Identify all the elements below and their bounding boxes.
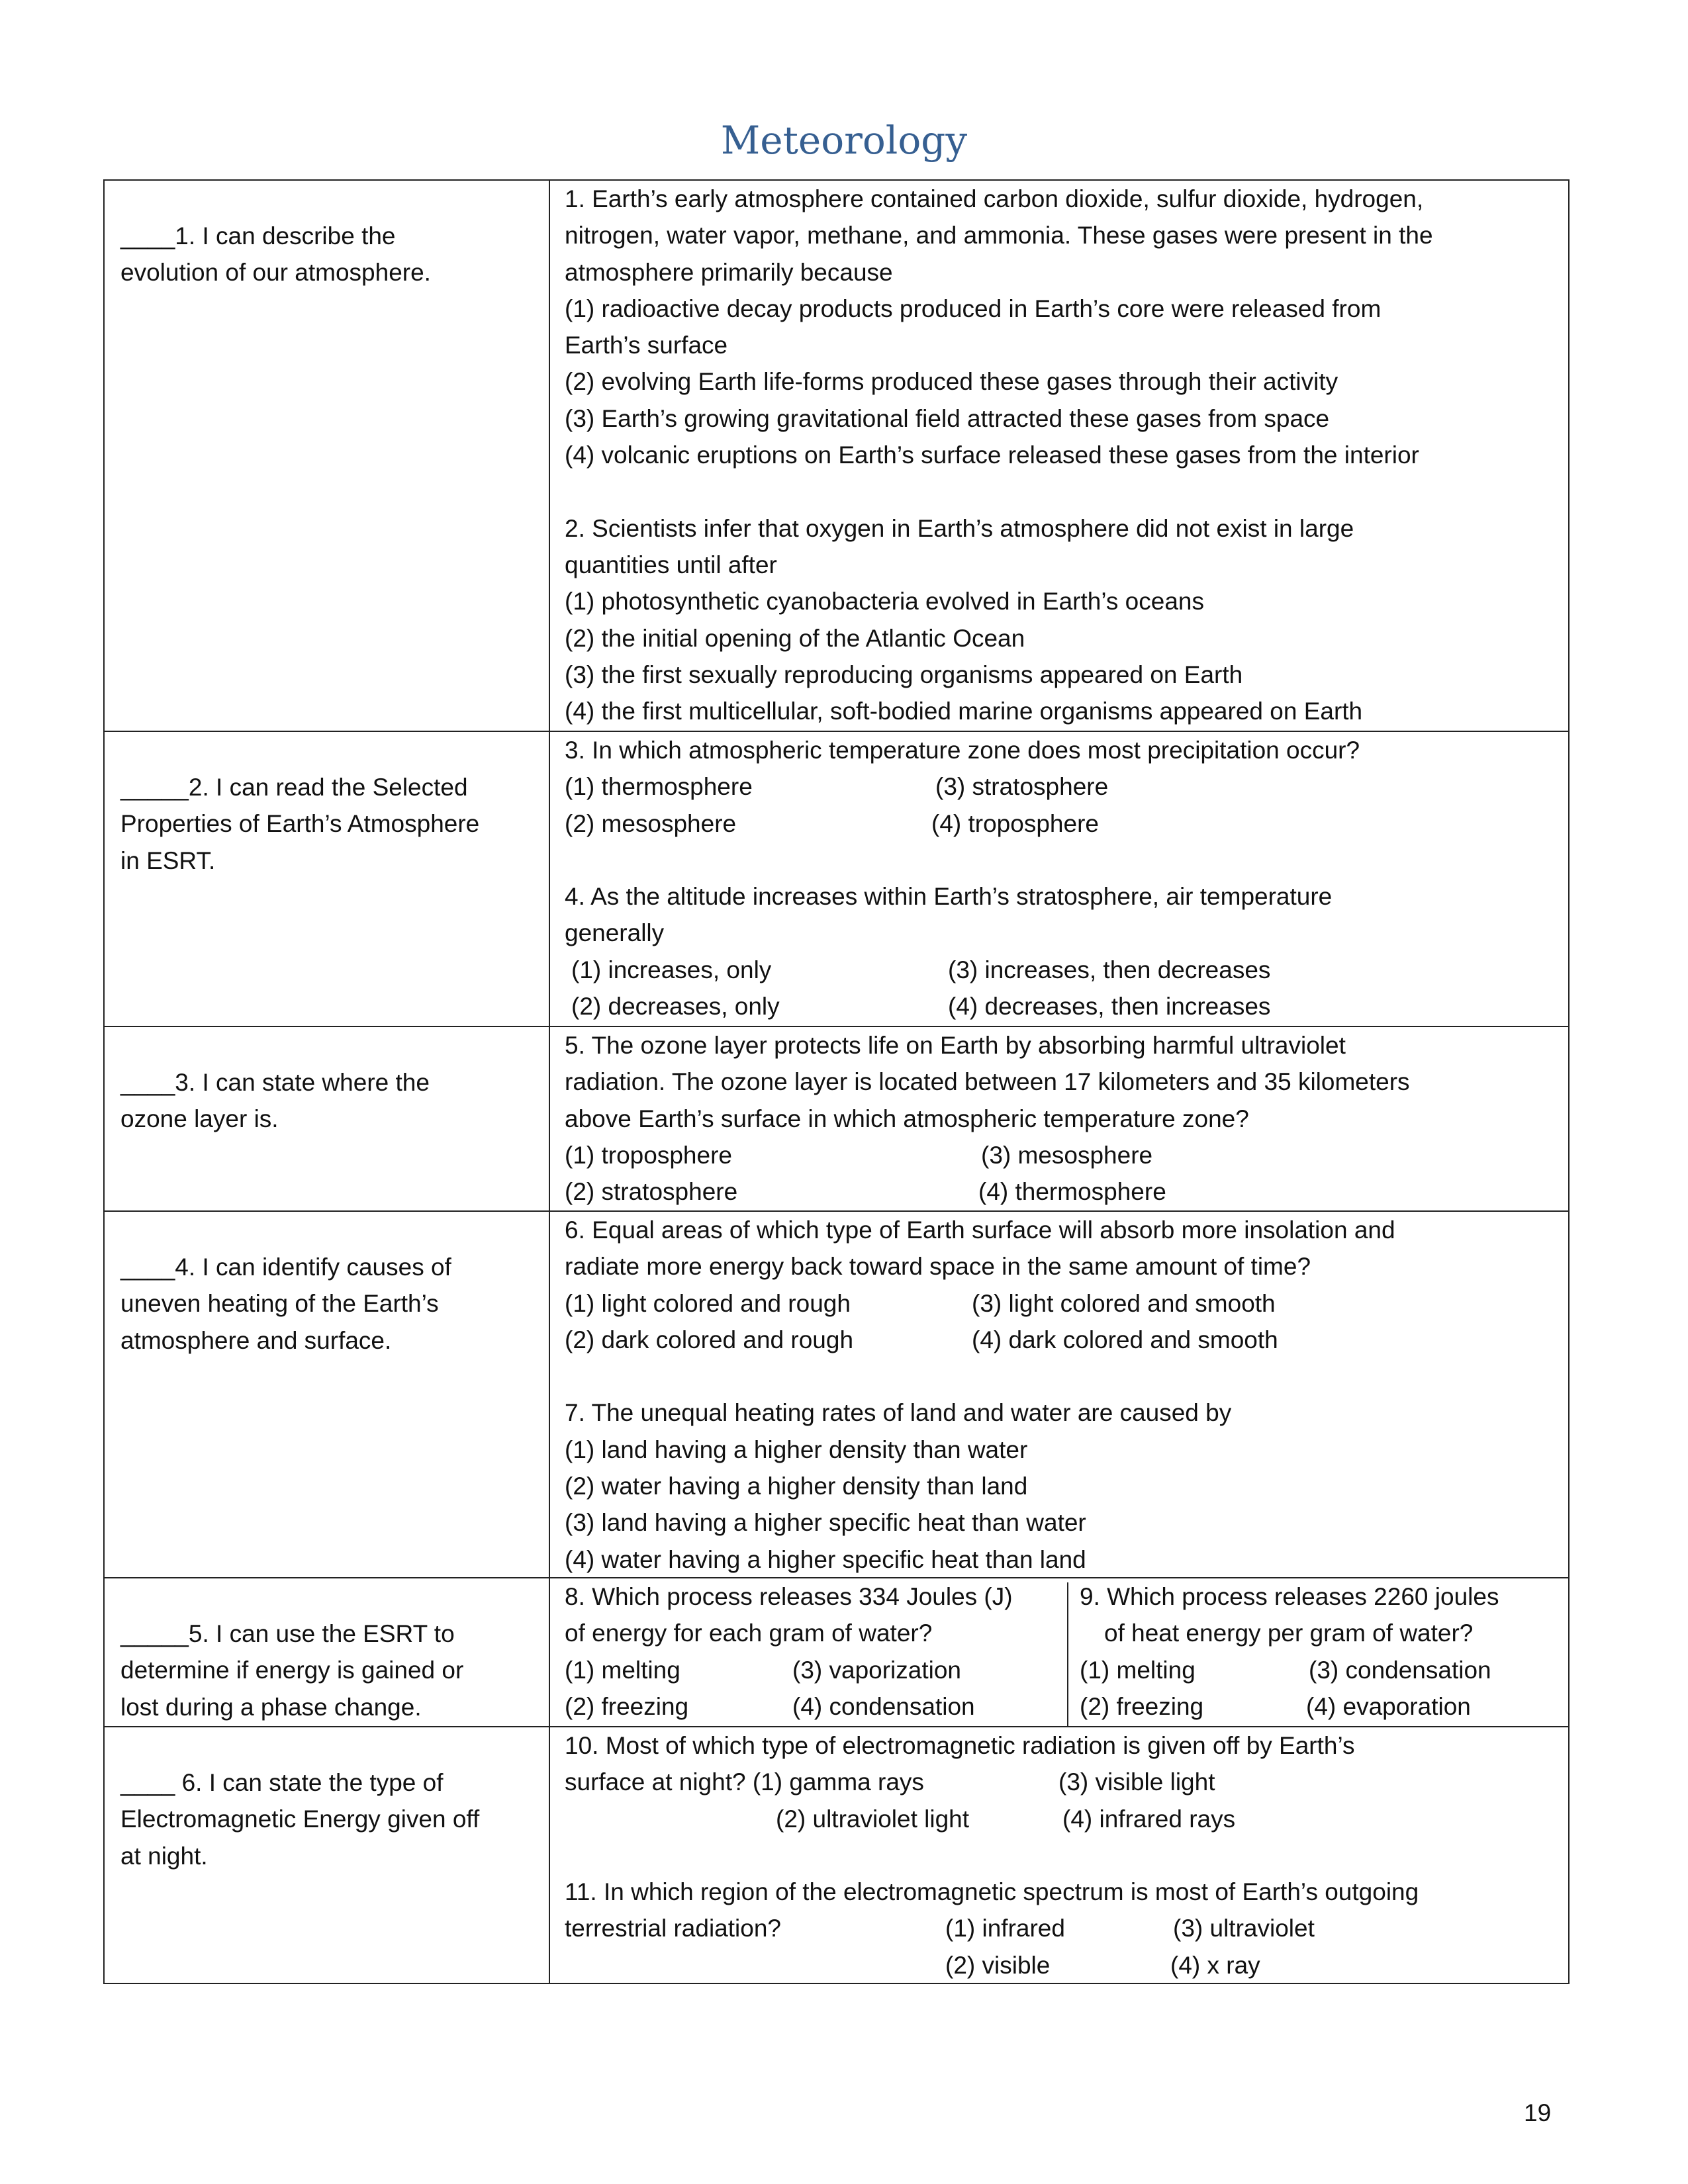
target-text: ozone layer is. — [120, 1105, 279, 1133]
option: (1) increases, only — [571, 956, 772, 983]
question-3: 3. In which atmospheric temperature zone does most precipitation occur? — [565, 737, 1360, 764]
target-text: in ESRT. — [120, 846, 216, 874]
option: (1) infrared — [945, 1915, 1065, 1942]
questions-cell — [550, 1027, 1568, 1210]
question-line: (3) the first sexually reproducing organisms appeared on Earth — [565, 660, 1243, 688]
questions-cell — [550, 1212, 1568, 1577]
target-text: atmosphere and surface. — [120, 1326, 392, 1354]
target-text: _____2. I can read the Selected — [120, 774, 468, 801]
question-5: above Earth’s surface in which atmospheric temperature zone? — [565, 1105, 1249, 1132]
question-4: generally — [565, 919, 665, 947]
question-line: 1. Earth’s early atmosphere contained carbon dioxide, sulfur dioxide, hydrogen, — [565, 185, 1424, 212]
option: (3) increases, then decreases — [948, 956, 1271, 983]
question-line: 2. Scientists infer that oxygen in Earth’s atmosphere did not exist in large — [565, 514, 1354, 542]
question-line: (1) radioactive decay products produced in Earth’s core were released from — [565, 295, 1382, 322]
question-line: atmosphere primarily because — [565, 258, 893, 286]
question-10: surface at night? (1) gamma rays — [565, 1768, 924, 1796]
option: (3) land having a higher specific heat than water — [565, 1509, 1086, 1537]
option: (2) mesosphere — [565, 809, 737, 837]
option: (1) light colored and rough — [565, 1289, 851, 1317]
option: (3) light colored and smooth — [972, 1289, 1276, 1317]
option: (4) troposphere — [931, 809, 1099, 837]
option: (3) ultraviolet — [1173, 1915, 1315, 1942]
page-title: Meteorology — [720, 118, 968, 163]
learning-target — [105, 1027, 550, 1210]
worksheet-table — [103, 179, 1570, 1984]
question-text: of energy for each gram of water? — [565, 1619, 933, 1647]
target-text: ____4. I can identify causes of — [120, 1253, 451, 1281]
target-text: lost during a phase change. — [120, 1693, 422, 1721]
table-row — [105, 1210, 1568, 1577]
option: (2) ultraviolet light — [776, 1805, 970, 1833]
question-text: 9. Which process releases 2260 joules — [1080, 1583, 1499, 1610]
question-9 — [1080, 1578, 1568, 1726]
option: (4) water having a higher specific heat than land — [565, 1545, 1086, 1573]
option: (3) visible light — [1058, 1768, 1215, 1796]
target-text: uneven heating of the Earth’s — [120, 1290, 439, 1318]
question-text: 8. Which process releases 334 Joules (J) — [565, 1583, 1013, 1610]
table-row — [105, 1726, 1568, 1983]
option: (1) troposphere — [565, 1141, 732, 1169]
question-line — [565, 473, 1568, 510]
question-line: (3) Earth’s growing gravitational field attracted these gases from space — [565, 404, 1330, 432]
option: (2) stratosphere — [565, 1178, 738, 1206]
question-5: radiation. The ozone layer is located between 17 kilometers and 35 kilometers — [565, 1068, 1410, 1096]
question-line: Earth’s surface — [565, 332, 728, 359]
target-text: evolution of our atmosphere. — [120, 259, 431, 287]
question-11: 11. In which region of the electromagnetic spectrum is most of Earth’s outgoing — [565, 1878, 1419, 1906]
option: (3) vaporization — [792, 1656, 962, 1684]
question-6: 6. Equal areas of which type of Earth surface will absorb more insolation and — [565, 1216, 1395, 1244]
question-line: nitrogen, water vapor, methane, and ammonia. These gases were present in the — [565, 222, 1433, 250]
option: (1) thermosphere — [565, 773, 753, 801]
option: (4) infrared rays — [1062, 1805, 1236, 1833]
option: (1) melting — [1080, 1656, 1196, 1684]
option: (4) condensation — [792, 1692, 975, 1720]
question-8 — [565, 1578, 1068, 1726]
question-line: (2) evolving Earth life-forms produced these gases through their activity — [565, 368, 1338, 396]
question-line: (4) volcanic eruptions on Earth’s surface released these gases from the interior — [565, 441, 1419, 469]
question-10: 10. Most of which type of electromagnetic radiation is given off by Earth’s — [565, 1732, 1355, 1759]
option: (2) freezing — [1080, 1692, 1204, 1720]
table-row — [105, 731, 1568, 1026]
option: (4) thermosphere — [978, 1178, 1166, 1206]
target-text: _____5. I can use the ESRT to — [120, 1620, 455, 1647]
target-text: ____ 6. I can state the type of — [120, 1769, 444, 1796]
question-text: of heat energy per gram of water? — [1104, 1619, 1474, 1647]
page-number: 19 — [1524, 2099, 1552, 2126]
option: (4) decreases, then increases — [948, 993, 1271, 1021]
question-line: quantities until after — [565, 551, 777, 578]
option: (3) condensation — [1309, 1656, 1491, 1684]
target-text: ____3. I can state where the — [120, 1069, 430, 1096]
option: (2) water having a higher density than land — [565, 1473, 1028, 1500]
option: (1) land having a higher density than water — [565, 1435, 1028, 1463]
option: (3) stratosphere — [935, 773, 1109, 801]
table-row — [105, 181, 1568, 731]
option: (4) dark colored and smooth — [972, 1326, 1278, 1353]
option: (3) mesosphere — [981, 1141, 1153, 1169]
target-text: Properties of Earth’s Atmosphere — [120, 810, 480, 838]
option: (2) dark colored and rough — [565, 1326, 854, 1353]
learning-target — [105, 1578, 550, 1726]
option: (2) decreases, only — [571, 993, 780, 1021]
learning-target — [105, 181, 550, 731]
questions-cell — [550, 1727, 1568, 1983]
question-6: radiate more energy back toward space in the same amount of time? — [565, 1253, 1311, 1281]
question-line: (2) the initial opening of the Atlantic Ocean — [565, 624, 1025, 652]
question-7: 7. The unequal heating rates of land and water are caused by — [565, 1399, 1232, 1427]
table-row — [105, 1577, 1568, 1726]
target-text: at night. — [120, 1842, 208, 1870]
option: (4) evaporation — [1306, 1692, 1471, 1720]
option: (1) melting — [565, 1656, 680, 1684]
target-text: determine if energy is gained or — [120, 1657, 464, 1684]
target-text: Electromagnetic Energy given off — [120, 1805, 480, 1833]
questions-cell — [550, 732, 1568, 1026]
question-line: (4) the first multicellular, soft-bodied marine organisms appeared on Earth — [565, 698, 1363, 725]
question-5: 5. The ozone layer protects life on Earth by absorbing harmful ultraviolet — [565, 1032, 1346, 1059]
learning-target — [105, 1727, 550, 1983]
option: (2) visible — [945, 1951, 1051, 1979]
question-11: terrestrial radiation? — [565, 1915, 781, 1942]
learning-target — [105, 732, 550, 1026]
learning-target — [105, 1212, 550, 1577]
target-text: ____1. I can describe the — [120, 222, 396, 250]
question-4: 4. As the altitude increases within Earth’s stratosphere, air temperature — [565, 883, 1333, 911]
question-line: (1) photosynthetic cyanobacteria evolved in Earth’s oceans — [565, 588, 1204, 615]
option: (2) freezing — [565, 1692, 689, 1720]
option: (4) x ray — [1170, 1951, 1260, 1979]
questions-cell — [550, 181, 1568, 731]
table-row — [105, 1026, 1568, 1210]
